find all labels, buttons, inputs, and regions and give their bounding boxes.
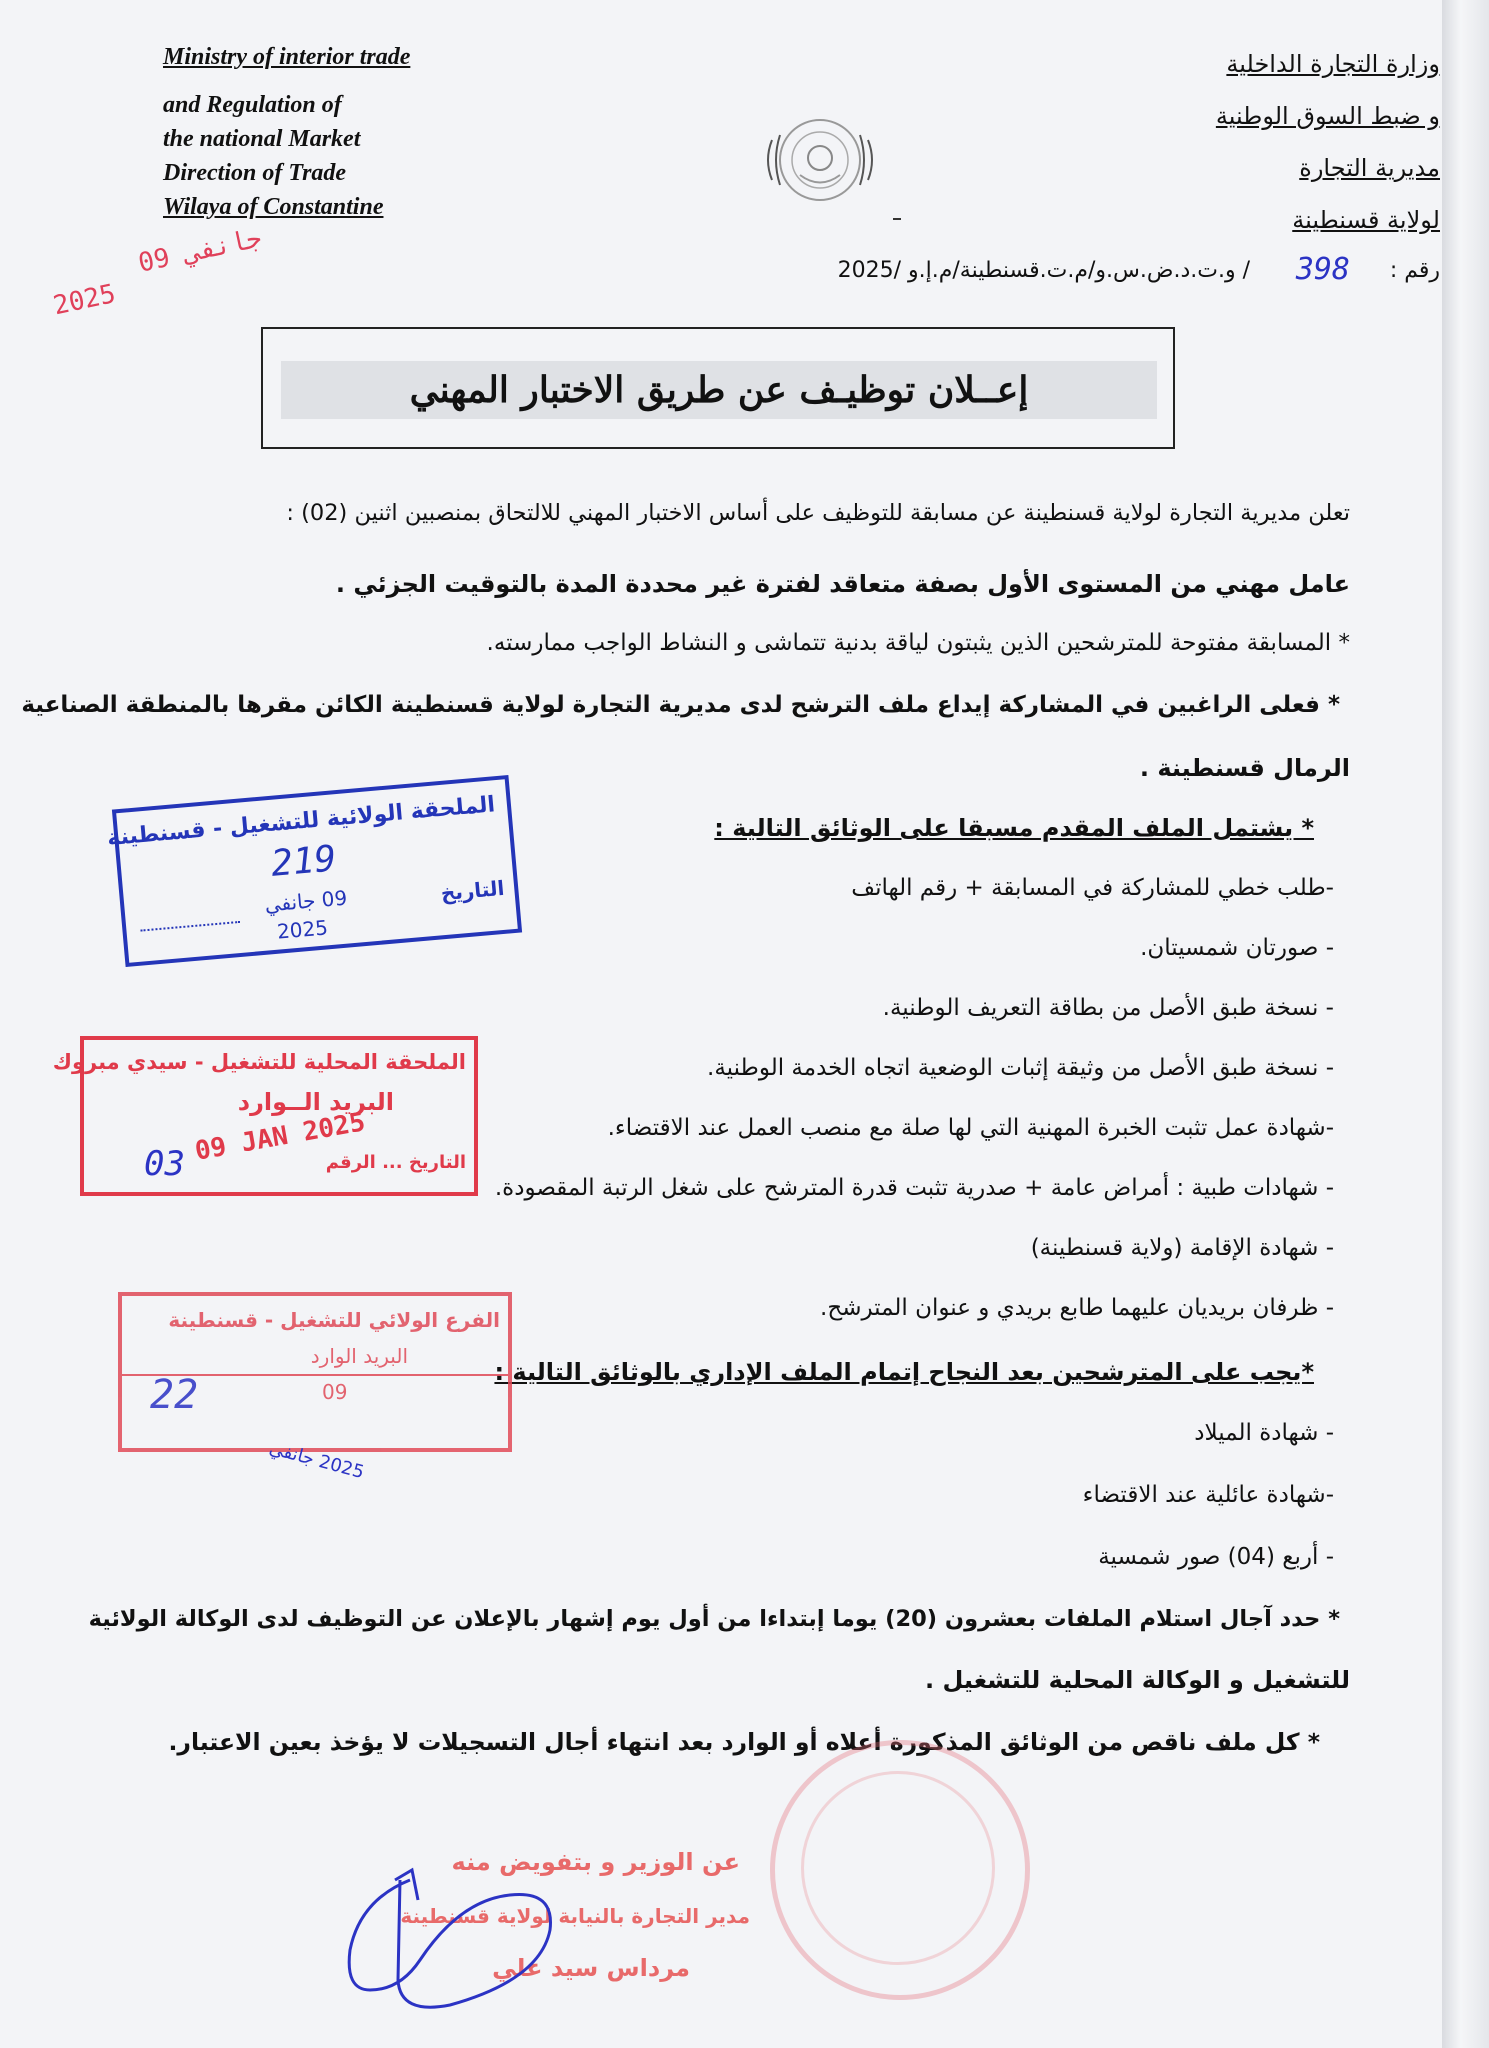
- doc-item-3: - نسخة طبق الأصل من بطاقة التعريف الوطنية.: [882, 995, 1334, 1021]
- header-en-line1: Ministry of interior trade: [163, 44, 411, 70]
- doc-item-1: -طلب خطي للمشاركة في المسابقة + رقم الهاتف: [851, 875, 1334, 901]
- announcement-title: إعــلان توظيـف عن طريق الاختبار المهني: [281, 361, 1157, 419]
- after-doc-2: -شهادة عائلية عند الاقتضاء: [1082, 1482, 1334, 1508]
- red-stamp-2-title: الفرع الولائي للتشغيل - قسنطينة: [168, 1308, 500, 1332]
- blue-stamp-number: 219: [269, 838, 338, 885]
- red-incoming-mail-stamp: [52, 1036, 478, 1196]
- deadline-line1: * حدد آجال استلام الملفات بعشرون (20) يوما إبتداءا من أول يوم إشهار بالإعلان عن التوظيف لدى الوكالة الولائية: [88, 1606, 1340, 1632]
- header-en-line4: Direction of Trade: [163, 160, 347, 186]
- national-emblem: [760, 100, 880, 220]
- header-ar-line1: وزارة التجارة الداخلية: [1226, 50, 1440, 78]
- signature-line-2: مدير التجارة بالنيابة لولاية قسنطينة: [400, 1904, 750, 1928]
- reference-number: 398: [1295, 252, 1350, 287]
- header-en-line3: the national Market: [163, 126, 361, 152]
- header-en-line5: Wilaya of Constantine: [163, 194, 384, 220]
- received-year: 2025: [50, 279, 119, 322]
- reference-label: رقم :: [1389, 258, 1440, 283]
- docs-heading: * يشتمل الملف المقدم مسبقا على الوثائق التالية :: [714, 814, 1314, 842]
- reference-code: / و.ت.د.ض.س.و/م.ت.قسنطينة/م.إ.و /2025: [837, 258, 1250, 283]
- blue-stamp-title: الملحقة الولائية للتشغيل - قسنطينة: [106, 792, 496, 852]
- signature-line-1: عن الوزير و بتفويض منه: [451, 1848, 740, 1876]
- header-english: [163, 40, 410, 224]
- doc-item-5: -شهادة عمل تثبت الخبرة المهنية التي لها صلة مع منصب العمل عند الاقتضاء.: [607, 1115, 1334, 1141]
- header-ar-line2: و ضبط السوق الوطنية: [1215, 102, 1440, 130]
- reference-line: [820, 252, 1440, 296]
- red-stamp-2-number: 22: [150, 1372, 199, 1418]
- official-round-seal: [770, 1740, 1030, 2000]
- red-stamp-1-number-label: التاريخ ... الرقم: [325, 1152, 466, 1173]
- doc-item-6: - شهادات طبية : أمراض عامة + صدرية تثبت قدرة المترشح على شغل الرتبة المقصودة.: [494, 1175, 1334, 1201]
- intro-text: تعلن مديرية التجارة لولاية قسنطينة عن مسابقة للتوظيف على أساس الاختبار المهني للالتحاق بمنصبين اثنين (02) :: [286, 500, 1350, 526]
- after-doc-3: - أربع (04) صور شمسية: [1098, 1544, 1334, 1570]
- official-round-seal-inner: [801, 1771, 995, 1965]
- blue-stamp-date: 09 جانفي: [263, 885, 349, 917]
- blue-stamp-year: 2025: [276, 915, 329, 944]
- header-ar-line3: مديرية التجارة: [1299, 154, 1440, 182]
- post-text: عامل مهني من المستوى الأول بصفة متعاقد لفترة غير محددة المدة بالتوقيت الجزئي .: [335, 570, 1350, 598]
- incomplete-file-note: * كل ملف ناقص من الوثائق المذكورة أعلاه أو الوارد بعد انتهاء أجال التسجيلات لا يؤخذ بعين الاعتبار.: [168, 1728, 1320, 1756]
- doc-item-4: - نسخة طبق الأصل من وثيقة إثبات الوضعية اتجاه الخدمة الوطنية.: [707, 1055, 1334, 1081]
- doc-item-8: - ظرفان بريديان عليهما طابع بريدي و عنوان المترشح.: [820, 1295, 1334, 1321]
- title-box: [261, 327, 1175, 449]
- doc-item-2: - صورتان شمسيتان.: [1140, 935, 1334, 961]
- condition-1: * المسابقة مفتوحة للمترشحين الذين يثبتون لياقة بدنية تتماشى و النشاط الواجب ممارسته.: [486, 630, 1350, 656]
- red-stamp-1-title: الملحقة المحلية للتشغيل - سيدي مبروك: [52, 1050, 466, 1074]
- after-doc-1: - شهادة الميلاد: [1194, 1420, 1334, 1446]
- received-date: 09 جانفي: [135, 223, 265, 279]
- deadline-line2: للتشغيل و الوكالة المحلية للتشغيل .: [925, 1666, 1350, 1694]
- doc-item-7: - شهادة الإقامة (ولاية قسنطينة): [1030, 1235, 1334, 1261]
- red-stamp-1-date: 09 JAN 2025: [192, 1107, 368, 1167]
- condition-2-line1: * فعلى الراغبين في المشاركة إيداع ملف الترشح لدى مديرية التجارة لولاية قسنطينة الكائن مقرها بالمنطقة الصناعية: [21, 692, 1340, 718]
- red-branch-stamp: [118, 1292, 512, 1452]
- red-stamp-2-subtitle: البريد الوارد: [310, 1344, 408, 1368]
- red-stamp-1-subtitle: البريد الــوارد: [237, 1088, 394, 1116]
- red-stamp-2-date: 09: [322, 1380, 348, 1404]
- red-stamp-2-divider: [122, 1374, 508, 1376]
- after-heading: *يجب على المترشحين بعد النجاح إتمام الملف الإداري بالوثائق التالية :: [494, 1358, 1314, 1386]
- blue-stamp-dotted-line: [140, 921, 240, 932]
- handwritten-signature: [340, 1840, 600, 2030]
- condition-2-line2: الرمال قسنطينة .: [1139, 754, 1350, 782]
- header-en-line2: and Regulation of: [163, 92, 342, 118]
- signature-line-3: مرداس سيد علي: [492, 1954, 690, 1982]
- blue-stamp-date-label: التاريخ: [439, 875, 506, 906]
- header-arabic: [1150, 50, 1440, 250]
- paper-edge: [1442, 0, 1489, 2048]
- red-stamp-1-number: 03: [144, 1144, 185, 1184]
- red-stamp-2-year: 2025 جانفي: [266, 1437, 367, 1484]
- emblem-dash: [893, 218, 901, 220]
- header-ar-line4: لولاية قسنطينة: [1292, 206, 1440, 234]
